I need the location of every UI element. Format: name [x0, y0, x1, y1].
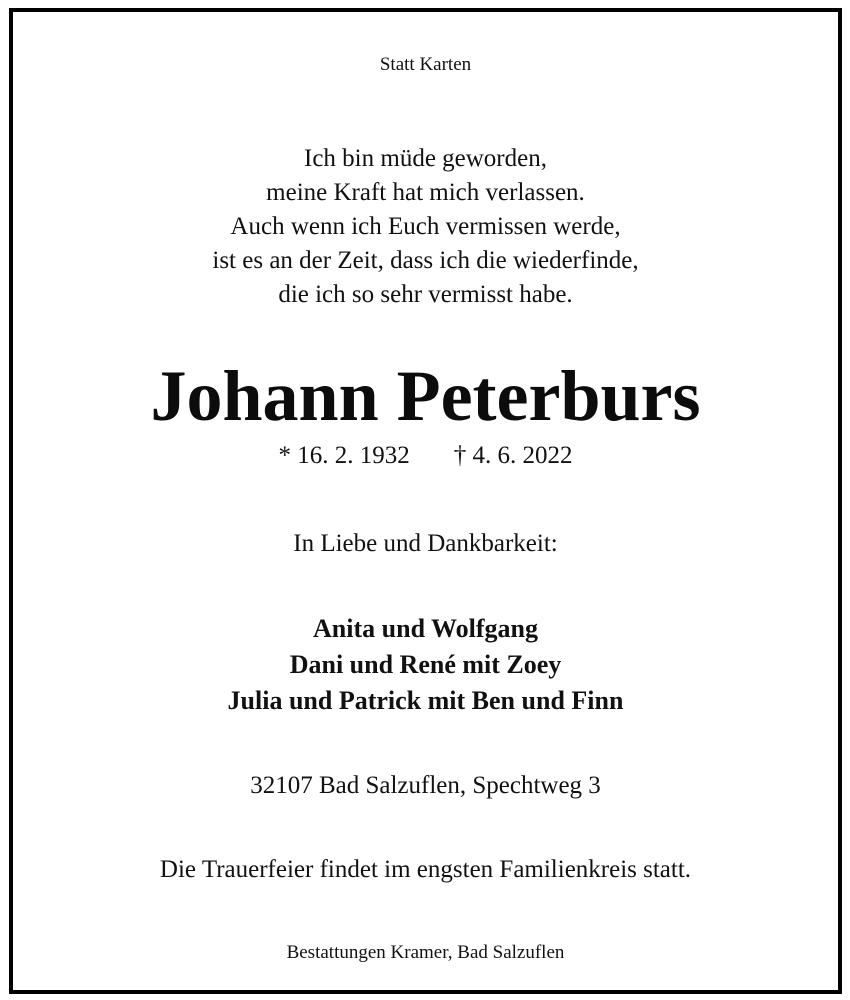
dedication-line: In Liebe und Dankbarkeit:: [293, 530, 558, 557]
life-dates: [13, 439, 838, 473]
header-text: Statt Karten: [379, 54, 472, 75]
obituary-notice: [9, 8, 842, 994]
family-line: Julia und Patrick mit Ben und Finn: [227, 686, 624, 715]
poem-line: die ich so sehr vermisst habe.: [278, 281, 573, 308]
family-line: Dani und René mit Zoey: [289, 650, 562, 679]
birth-date: * 16. 2. 1932: [278, 442, 410, 469]
deceased-name: Johann Peterburs: [150, 356, 701, 436]
death-date: † 4. 6. 2022: [453, 442, 573, 469]
poem-line: Ich bin müde geworden,: [304, 145, 547, 172]
poem-line: Auch wenn ich Euch vermissen werde,: [230, 213, 621, 240]
poem-line: meine Kraft hat mich verlassen.: [266, 179, 585, 206]
undertaker: Bestattungen Kramer, Bad Salzuflen: [286, 942, 565, 963]
poem: [13, 142, 838, 312]
poem-line: ist es an der Zeit, dass ich die wiederfinde,: [212, 247, 639, 274]
address: 32107 Bad Salzuflen, Spechtweg 3: [250, 772, 601, 799]
funeral-note: Die Trauerfeier findet im engsten Familienkreis statt.: [159, 856, 692, 883]
family-members: [13, 611, 838, 719]
family-line: Anita und Wolfgang: [313, 614, 538, 643]
